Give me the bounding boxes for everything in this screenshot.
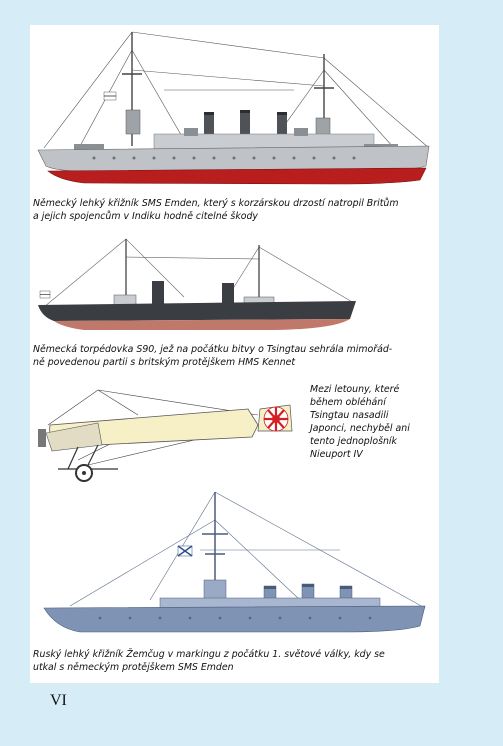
caption-line: a jejich spojencům v Indiku hodně citelné škody [33,211,258,222]
sms-emden-illustration [34,30,434,190]
german-naval-ensign-icon [40,291,50,298]
caption-line: utkal s německým protějškem SMS Emden [33,662,234,673]
caption-line: během obléhání [310,397,386,408]
s90-torpedo-boat-illustration [34,237,364,337]
japanese-rising-sun-icon [264,407,288,431]
caption-line: Nieuport IV [310,449,363,460]
caption-zhemchug [33,648,385,674]
caption-line: ně povedenou partii s britským protějškem HMS Kennet [33,357,296,368]
caption-line: Tsingtau nasadili [310,410,389,421]
caption-line: Mezi letouny, které [310,384,400,395]
caption-line: Německý lehký křižník SMS Emden, který s korzárskou drzostí natropil Britům [33,198,399,209]
german-naval-ensign-icon [104,92,116,100]
caption-sms-emden [33,197,398,223]
page-number: VI [50,692,67,709]
caption-line: tento jednoplošník [310,436,397,447]
caption-line: Německá torpédovka S90, jež na počátku bitvy o Tsingtau sehrála mimořád- [33,344,393,355]
russian-naval-ensign-icon [178,546,192,556]
caption-nieuport-iv [310,383,410,461]
page [30,25,439,683]
caption-line: Japonci, nechyběl ani [310,423,410,434]
zhemchug-illustration [40,490,430,638]
nieuport-iv-illustration [38,385,298,485]
caption-s90 [33,343,392,369]
caption-line: Ruský lehký křižník Žemčug v markingu z počátku 1. světové války, kdy se [33,649,385,660]
